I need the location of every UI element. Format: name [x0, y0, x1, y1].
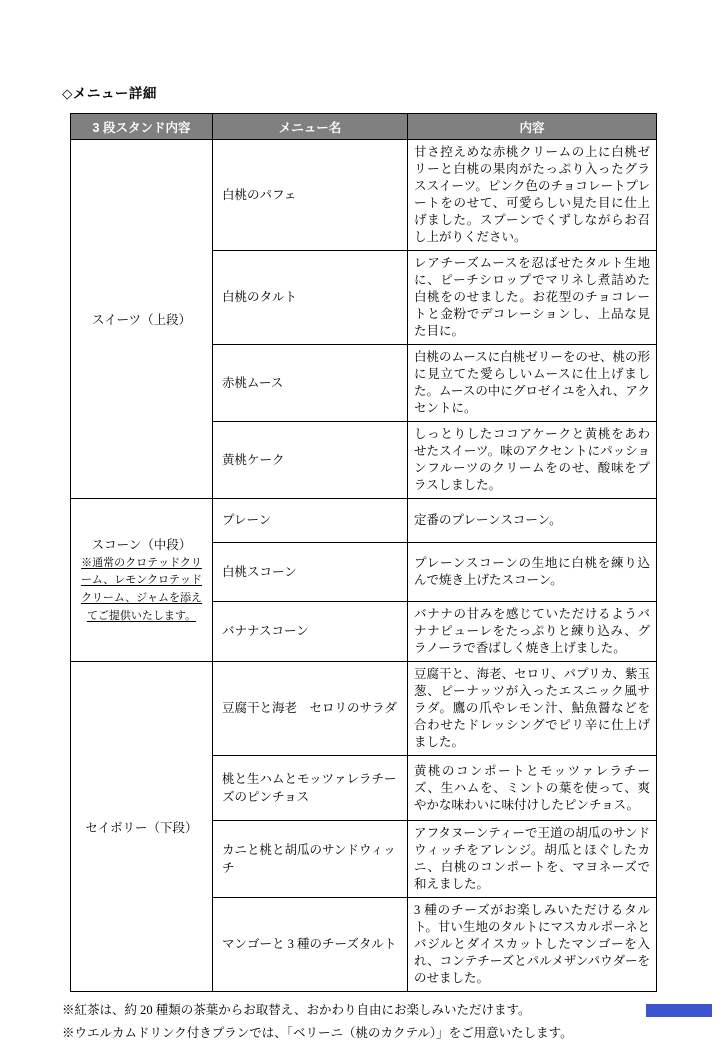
menu-description-cell: 甘さ控えめな赤桃クリームの上に白桃ゼリーと白桃の果肉がたっぷり入ったグラススイーツ。ピンク色のチョコレートプレートをのせて、可愛らしい見た目に仕上げました。スプーンでくずしながらお召し上がりください。 [408, 140, 657, 251]
stand-tier-cell [71, 662, 213, 992]
menu-description-cell: バナナの甘みを感じていただけるようバナナピューレをたっぷりと練り込み、グラノーラで香ばしく焼き上げました。 [408, 602, 657, 662]
stand-tier-label: スイーツ（上段） [91, 313, 192, 327]
blue-bar-decoration [646, 1004, 712, 1017]
menu-name-cell: 豆腐干と海老 セロリのサラダ [213, 662, 408, 756]
table-row [71, 140, 657, 251]
footnotes [62, 999, 664, 1045]
stand-tier-note: ※通常のクロテッドクリーム、レモンクロテッドクリーム、ジャムを添えてご提供いたします。 [80, 556, 203, 622]
table-row [71, 662, 657, 756]
menu-description-cell: 定番のプレーンスコーン。 [408, 499, 657, 543]
column-header-stand-contents: 3 段スタンド内容 [71, 114, 213, 140]
menu-name-cell: 赤桃ムース [213, 345, 408, 422]
column-header-description: 内容 [408, 114, 657, 140]
menu-name-cell: 黄桃ケーク [213, 422, 408, 499]
menu-description-cell: アフタヌーンティーで王道の胡瓜のサンドウィッチをアレンジ。胡瓜とほぐしたカニ、白桃のコンポートを、マヨネーズで和えました。 [408, 821, 657, 898]
page-title: ◇メニュー詳細 [62, 86, 157, 101]
stand-tier-cell [71, 140, 213, 499]
menu-name-cell: 白桃のパフェ [213, 140, 408, 251]
menu-description-cell: 白桃のムースに白桃ゼリーをのせ、桃の形に見立てた愛らしいムースに仕上げました。ムースの中にグロゼイユを入れ、アクセントに。 [408, 345, 657, 422]
menu-description-cell: プレーンスコーンの生地に白桃を練り込んで焼き上げたスコーン。 [408, 543, 657, 602]
stand-tier-label: スコーン（中段） [91, 537, 192, 552]
menu-description-cell: 豆腐干と、海老、セロリ、パプリカ、紫玉葱、ピーナッツが入ったエスニック風サラダ。鷹の爪やレモン汁、鮎魚醤などを合わせたドレッシングでピリ辛に仕上げました。 [408, 662, 657, 756]
footnote-tea: ※紅茶は、約 20 種類の茶葉からお取替え、おかわり自由にお楽しみいただけます。 [62, 1003, 531, 1017]
menu-name-cell: マンゴーと 3 種のチーズタルト [213, 898, 408, 992]
menu-description-cell: 3 種のチーズがお楽しみいただけるタルト。甘い生地のタルトにマスカルポーネとバジルとダイスカットしたマンゴーを入れ、コンテチーズとパルメザンパウダーをのせました。 [408, 898, 657, 992]
stand-tier-cell [71, 499, 213, 662]
menu-description-cell: 黄桃のコンポートとモッツァレラチーズ、生ハムを、ミントの葉を使って、爽やかな味わいに味付けしたピンチョス。 [408, 756, 657, 821]
menu-name-cell: カニと桃と胡瓜のサンドウィッチ [213, 821, 408, 898]
menu-name-cell: 白桃のタルト [213, 251, 408, 345]
menu-description-cell: レアチーズムースを忍ばせたタルト生地に、ピーチシロップでマリネし煮詰めた白桃をのせました。お花型のチョコレートと金粉でデコレーションし、上品な見た目に。 [408, 251, 657, 345]
footnote-welcome-drink: ※ウエルカムドリンク付きプランでは、「ベリーニ（桃のカクテル）」をご用意いたします。 [62, 1026, 573, 1040]
menu-detail-table [70, 113, 657, 992]
table-row [71, 499, 657, 543]
menu-name-cell: 白桃スコーン [213, 543, 408, 602]
menu-name-cell: 桃と生ハムとモッツァレラチーズのピンチョス [213, 756, 408, 821]
table-header-row [71, 114, 657, 140]
menu-description-cell: しっとりしたココアケークと黄桃をあわせたスイーツ。味のアクセントにパッションフルーツのクリームをのせ、酸味をプラスしました。 [408, 422, 657, 499]
menu-name-cell: プレーン [213, 499, 408, 543]
menu-name-cell: バナナスコーン [213, 602, 408, 662]
stand-tier-label: セイボリー（下段） [85, 820, 198, 835]
column-header-menu-name: メニュー名 [213, 114, 408, 140]
table-body [71, 140, 657, 992]
